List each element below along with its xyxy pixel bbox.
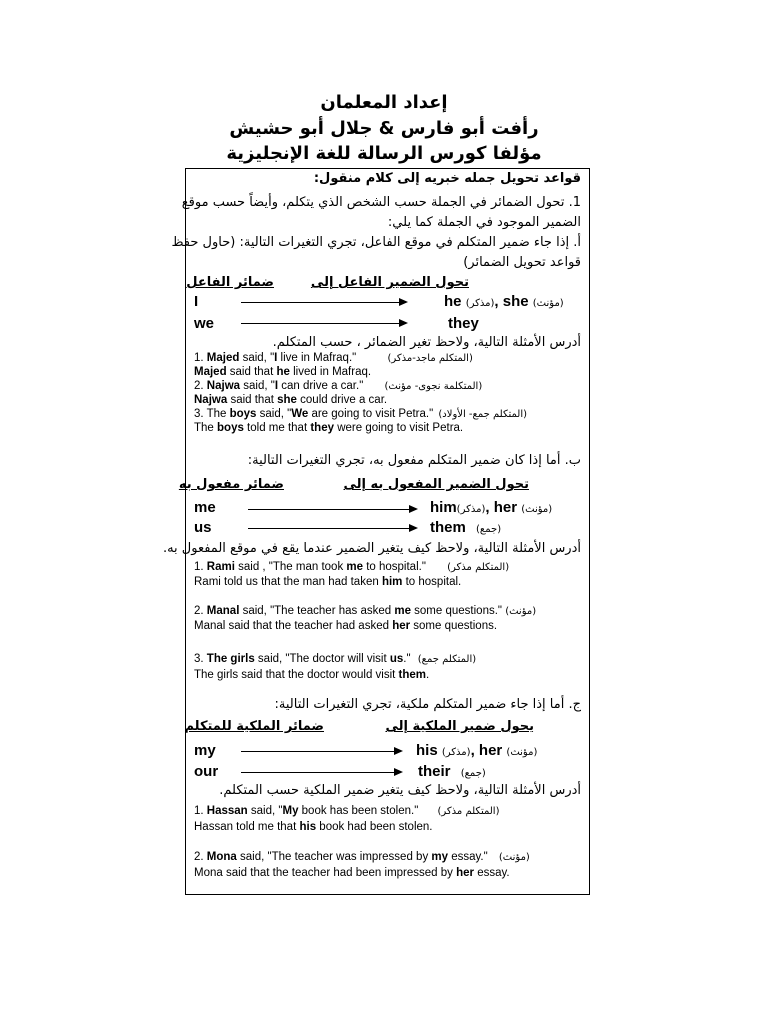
part-b-example-2: 2. Manal said, "The teacher has asked me some questions." (مؤنث) bbox=[194, 605, 537, 617]
part-b-header-from: ضمائر مفعول به bbox=[178, 477, 284, 492]
part-a-example-3: 3. The boys said, "We are going to visit Petra." (المتكلم جمع- الأولاد) bbox=[194, 408, 528, 420]
pronoun-he-she-row: he (مذكر), she (مؤنث) bbox=[444, 293, 564, 310]
pronoun-he: he bbox=[444, 293, 462, 310]
note-fem: (مؤنث) bbox=[532, 298, 564, 309]
part-a-line-2: قواعد تحويل الضمائر) bbox=[463, 255, 581, 270]
pronoun-her: her bbox=[478, 742, 503, 759]
pronoun-our: our bbox=[194, 763, 219, 780]
part-b-example-3: 3. The girls said, "The doctor will visit us." (المتكلم جمع) bbox=[194, 653, 477, 665]
part-a-line-1: أ. إذا جاء ضمير المتكلم في موقع الفاعل، تجري التغيرات التالية: (حاول حفظ bbox=[171, 235, 581, 250]
pronoun-his: his bbox=[416, 742, 438, 759]
pronoun-they: they bbox=[448, 315, 479, 332]
pronoun-their: their bbox=[418, 763, 451, 780]
arrow-we-they bbox=[241, 323, 406, 324]
part-a-example-1: 1. Majed said, "I live in Mafraq." (المتكلم ماجد-مذكر) bbox=[194, 352, 473, 364]
part-c-example-2: 2. Mona said, "The teacher was impressed by my essay." (مؤنث) bbox=[194, 851, 530, 863]
note-masc: (مذكر) bbox=[465, 298, 495, 309]
author-line-2: رأفت أبو فارس & جلال أبو حشيش bbox=[229, 118, 539, 139]
arrow-our-their bbox=[241, 772, 401, 773]
part-b-report-1: Rami told us that the man had taken him to hospital. bbox=[194, 576, 462, 588]
pronoun-him-her-row: him(مذكر), her (مؤنث) bbox=[430, 499, 553, 516]
pronoun-we: we bbox=[194, 315, 215, 332]
note-fem: (مؤنث) bbox=[521, 504, 553, 515]
part-a-report-2: Najwa said that she could drive a car. bbox=[194, 394, 388, 406]
arrow-us-them bbox=[248, 528, 416, 529]
pronoun-them: them bbox=[430, 519, 466, 536]
note-plural: (جمع) bbox=[476, 524, 502, 535]
pronoun-my: my bbox=[194, 742, 216, 759]
rules-box bbox=[162, 168, 590, 895]
section-title: قواعد تحويل جمله خبريه إلى كلام منقول: bbox=[313, 171, 581, 186]
pronoun-him: him bbox=[430, 499, 457, 516]
part-c-report-2: Mona said that the teacher had been impressed by her essay. bbox=[194, 867, 510, 879]
part-c-line-1: ج. أما إذا جاء ضمير المتكلم ملكية، تجري التغيرات التالية: bbox=[274, 697, 581, 712]
intro-line-2: الضمير الموجود في الجملة كما يلي: bbox=[387, 215, 581, 230]
pronoun-me: me bbox=[194, 499, 216, 516]
arrow-me-him bbox=[248, 509, 416, 510]
author-line-3: مؤلفا كورس الرسالة للغة الإنجليزية bbox=[226, 143, 542, 164]
part-c-example-1: 1. Hassan said, "My book has been stolen." (المتكلم مذكر) bbox=[194, 805, 500, 817]
part-b-header-to: تحول الضمير المفعول به إلى bbox=[343, 477, 529, 492]
part-a-study: أدرس الأمثلة التالية، ولاحظ تغير الضمائر ، حسب المتكلم. bbox=[272, 335, 581, 350]
pronoun-us: us bbox=[194, 519, 212, 536]
part-a-report-1: Majed said that he lived in Mafraq. bbox=[194, 366, 372, 378]
arrow-i-he bbox=[241, 302, 406, 303]
note-fem: (مؤنث) bbox=[506, 747, 538, 758]
part-a-header-to: تحول الضمير الفاعل إلى bbox=[310, 275, 469, 290]
part-a-header-from: ضمائر الفاعل bbox=[186, 275, 274, 290]
pronoun-his-her-row: his (مذكر), her (مؤنث) bbox=[416, 742, 538, 759]
pronoun-her: her bbox=[493, 499, 518, 516]
pronoun-i: I bbox=[194, 293, 199, 310]
part-c-report-1: Hassan told me that his book had been stolen. bbox=[194, 821, 433, 833]
pronoun-she: she bbox=[502, 293, 529, 310]
part-b-report-2: Manal said that the teacher had asked her some questions. bbox=[194, 620, 498, 632]
part-a-example-2: 2. Najwa said, "I can drive a car." (المتكلمة نجوى- مؤنث) bbox=[194, 380, 483, 392]
author-line-1: إعداد المعلمان bbox=[320, 92, 448, 113]
part-b-study: أدرس الأمثلة التالية، ولاحظ كيف يتغير الضمير عندما يقع في موقع المفعول به. bbox=[162, 541, 581, 556]
pronoun-them-row bbox=[430, 519, 501, 536]
part-b-example-1: 1. Rami said , "The man took me to hospital." (المتكلم مذكر) bbox=[194, 561, 510, 573]
intro-line-1: 1. تحول الضمائر في الجملة حسب الشخص الذي يتكلم، وأيضاً حسب موقع bbox=[181, 195, 581, 210]
pronoun-their-row bbox=[418, 763, 486, 780]
part-c-header-from: ضمائر الملكية للمتكلم bbox=[184, 719, 324, 734]
part-c-study: أدرس الأمثلة التالية، ولاحظ كيف يتغير ضمير الملكية حسب المتكلم. bbox=[219, 783, 581, 798]
part-a-report-3: The boys told me that they were going to visit Petra. bbox=[194, 422, 464, 434]
part-b-report-3: The girls said that the doctor would visit them. bbox=[194, 669, 430, 681]
arrow-my-his bbox=[241, 751, 401, 752]
part-c-header-to: يحول ضمير الملكية إلى bbox=[385, 719, 534, 734]
note-plural: (جمع) bbox=[460, 768, 486, 779]
part-b-line-1: ب. أما إذا كان ضمير المتكلم مفعول به، تجري التغيرات التالية: bbox=[247, 453, 581, 468]
note-masc: (مذكر) bbox=[441, 747, 471, 758]
note-masc: (مذكر) bbox=[456, 504, 486, 515]
